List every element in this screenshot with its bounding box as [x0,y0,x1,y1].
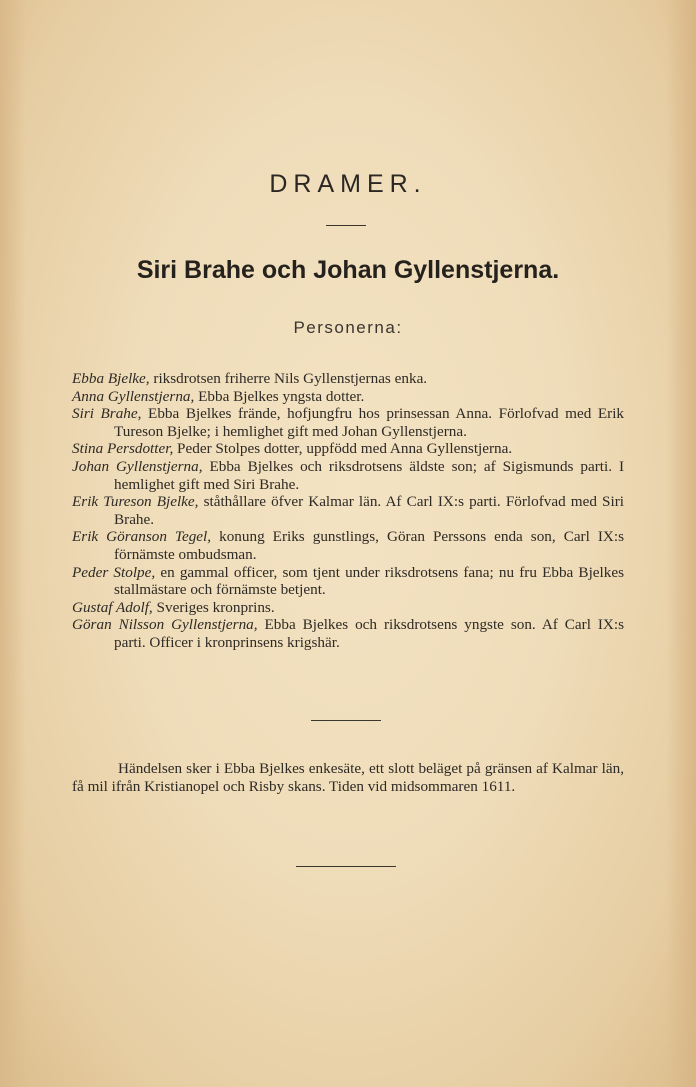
cast-entry [72,388,624,406]
divider-rule [326,225,366,226]
character-description: Ebba Bjelkes frände, hofjungfru hos prinsessan Anna. Förlofvad med Erik Tureson Bjelke; i hemlighet gift med Johan Gyllenstjerna. [114,405,625,440]
character-name: Göran Nilsson Gyllenstjerna, [72,616,258,634]
character-name: Peder Stolpe, [72,563,156,581]
character-name: Erik Tureson Bjelke, [72,493,199,511]
cast-entry [72,616,624,651]
cast-entry [72,528,624,563]
play-title: Siri Brahe och Johan Gyllenstjerna. [136,256,560,284]
character-description: ståthållare öfver Kalmar län. Af Carl IX:s parti. Förlofvad med Siri Brahe. [114,493,624,528]
character-name: Siri Brahe, [72,405,142,423]
page-edge-shadow-left [0,0,26,1087]
character-description: konung Eriks gunstlings, Göran Perssons enda son, Carl IX:s förnämste ombudsman. [114,528,625,563]
character-description: Ebba Bjelkes och riksdrotsens äldste son; af Sigismunds parti. I hemlighet gift med Siri Brahe. [114,457,625,493]
character-description: en gammal officer, som tjent under riksdrotsens fana; nu fru Ebba Bjelkes stallmästare och förnämste betjent. [114,563,624,599]
cast-list [72,370,624,652]
character-description: Sveriges kronprins. [156,598,275,616]
character-description: Ebba Bjelkes och riksdrotsens yngste son. Af Carl IX:s parti. Officer i kronprinsens krigshär. [114,616,624,651]
cast-entry [72,405,624,440]
section-title: DRAMER. [269,170,427,198]
page-edge-shadow-right [666,0,696,1087]
cast-entry [72,370,624,388]
cast-heading: Personerna: [293,318,403,337]
character-description: Peder Stolpes dotter, uppfödd med Anna Gyllenstjerna. [177,440,513,458]
cast-entry [72,440,624,458]
divider-rule [296,866,396,867]
character-name: Anna Gyllenstjerna, [72,387,195,405]
character-description: riksdrotsen friherre Nils Gyllenstjernas enka. [153,370,428,387]
character-name: Stina Persdotter, [72,440,174,458]
character-name: Ebba Bjelke, [72,370,150,387]
cast-entry [72,564,624,599]
character-description: Ebba Bjelkes yngsta dotter. [198,387,365,405]
divider-rule [311,720,381,721]
cast-entry [72,493,624,528]
cast-entry [72,458,624,493]
character-name: Johan Gyllenstjerna, [72,457,203,475]
setting-paragraph: Händelsen sker i Ebba Bjelkes enkesäte, ett slott beläget på gränsen af Kalmar län, få mil ifrån Kristianopel och Risby skans. Tiden vid midsommaren 1611. [72,760,624,795]
character-name: Erik Göranson Tegel, [72,528,212,546]
cast-entry [72,599,624,617]
character-name: Gustaf Adolf, [72,598,153,616]
